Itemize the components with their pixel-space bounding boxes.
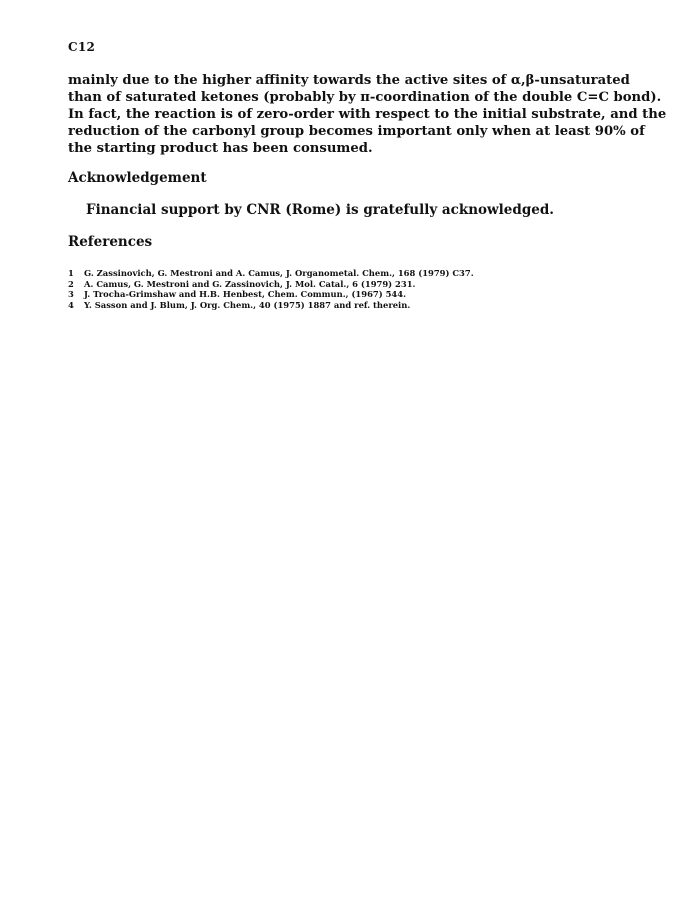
reference-list (68, 268, 474, 310)
reference-number: 1 (68, 268, 74, 278)
acknowledgement-text: Financial support by CNR (Rome) is gratefully acknowledged. (86, 202, 554, 218)
body-line: In fact, the reaction is of zero-order with respect to the initial substrate, and the (68, 107, 667, 122)
reference-item (68, 279, 474, 290)
reference-text: G. Zassinovich, G. Mestroni and A. Camus, J. Organometal. Chem., 168 (1979) C37. (84, 268, 474, 278)
body-line: mainly due to the higher affinity towards the active sites of α,β-unsaturated (68, 73, 630, 88)
reference-number: 2 (68, 278, 74, 289)
body-line: than of saturated ketones (probably by π-coordination of the double C=C bond). (68, 90, 662, 105)
acknowledgement-heading: Acknowledgement (68, 170, 207, 186)
body-paragraph (68, 72, 667, 157)
reference-number: 3 (68, 289, 74, 300)
body-line: the starting product has been consumed. (68, 141, 373, 156)
reference-item (68, 300, 474, 311)
reference-item (68, 268, 474, 279)
reference-item (68, 289, 474, 300)
references-heading: References (68, 234, 153, 250)
reference-number: 4 (68, 299, 74, 310)
body-line: reduction of the carbonyl group becomes important only when at least 90% of (68, 124, 645, 139)
reference-text: Y. Sasson and J. Blum, J. Org. Chem., 40 (1975) 1887 and ref. therein. (84, 299, 411, 310)
reference-text: J. Trocha-Grimshaw and H.B. Henbest, Chem. Commun., (1967) 544. (84, 289, 406, 300)
reference-text: A. Camus, G. Mestroni and G. Zassinovich, J. Mol. Catal., 6 (1979) 231. (84, 278, 416, 289)
page-number: C12 (68, 40, 96, 54)
